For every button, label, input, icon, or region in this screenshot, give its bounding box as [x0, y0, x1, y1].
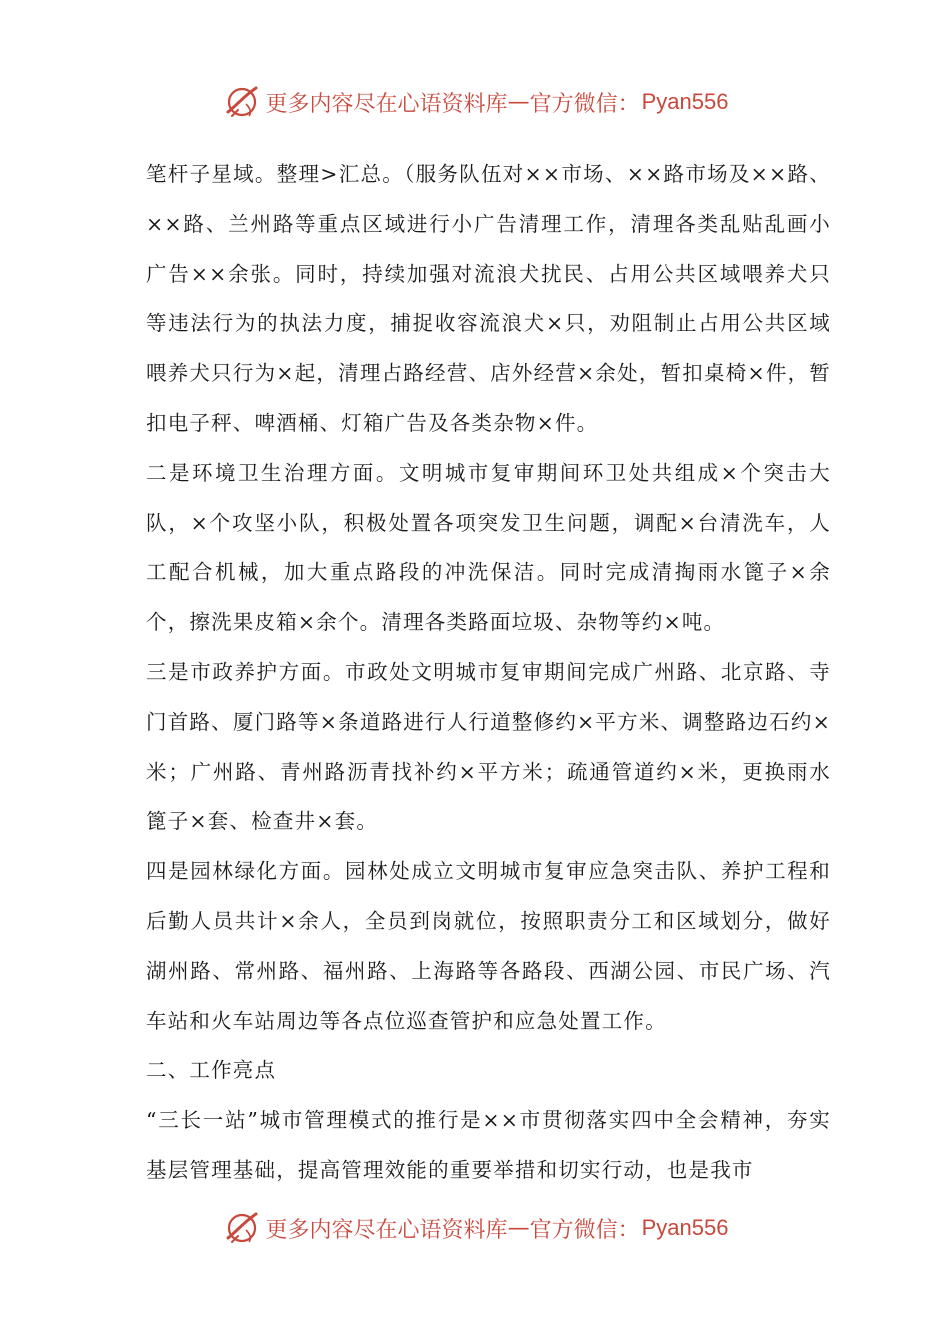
pen-logo-icon: [222, 1208, 262, 1248]
paragraph: 三是市政养护方面。市政处文明城市复审期间完成广州路、北京路、寺门首路、厦门路等×条道路进行人行道整修约×平方米、调整路边石约×米；广州路、青州路沥青找补约×平方米；疏通管道约×米，更换雨水篦子×套、检查井×套。: [146, 659, 831, 834]
wechat-label: 官方微信：: [529, 91, 640, 117]
separator: —: [507, 1215, 530, 1241]
footer-watermark-banner: [0, 1206, 950, 1250]
document-body: [146, 150, 831, 1196]
paragraph: 笔杆子星域。整理>汇总。（服务队伍对××市场、××路市场及××路、××路、兰州路等重点区域进行小广告清理工作，清理各类乱贴乱画小广告××余张。同时，持续加强对流浪犬扰民、占用公共区域喂养犬只等违法行为的执法力度，捕捉收容流浪犬×只，劝阻制止占用公共区域喂养犬只行为×起，清理占路经营、店外经营×余处，暂扣桌椅×件，暂扣电子秤、啤酒桶、灯箱广告及各类杂物×件。: [146, 162, 831, 435]
pen-logo-icon: [222, 82, 262, 122]
paragraph: 二是环境卫生治理方面。文明城市复审期间环卫处共组成×个突击大队，×个攻坚小队，积极处置各项突发卫生问题，调配×台清洗车，人工配合机械，加大重点路段的冲洗保洁。同时完成清掏雨水篦子×余个，擦洗果皮箱×余个。清理各类路面垃圾、杂物等约×吨。: [146, 460, 831, 635]
section-heading: 二、工作亮点: [146, 1058, 277, 1083]
wechat-label: 官方微信：: [529, 1217, 640, 1243]
site-name: 更多内容尽在心语资料库: [265, 91, 508, 117]
wechat-id: Pyan556: [641, 1215, 729, 1240]
header-watermark-banner: [0, 80, 950, 124]
paragraph: 四是园林绿化方面。园林处成立文明城市复审应急突击队、养护工程和后勤人员共计×余人，全员到岗就位，按照职责分工和区域划分，做好湖州路、常州路、福州路、上海路等各路段、西湖公园、市民广场、汽车站和火车站周边等各点位巡查管护和应急处置工作。: [146, 859, 831, 1033]
paragraph: “三长一站”城市管理模式的推行是××市贯彻落实四中全会精神，夯实基层管理基础，提高管理效能的重要举措和切实行动，也是我市: [146, 1108, 831, 1182]
wechat-id: Pyan556: [641, 89, 729, 114]
site-name: 更多内容尽在心语资料库: [265, 1217, 508, 1243]
separator: —: [507, 89, 530, 115]
